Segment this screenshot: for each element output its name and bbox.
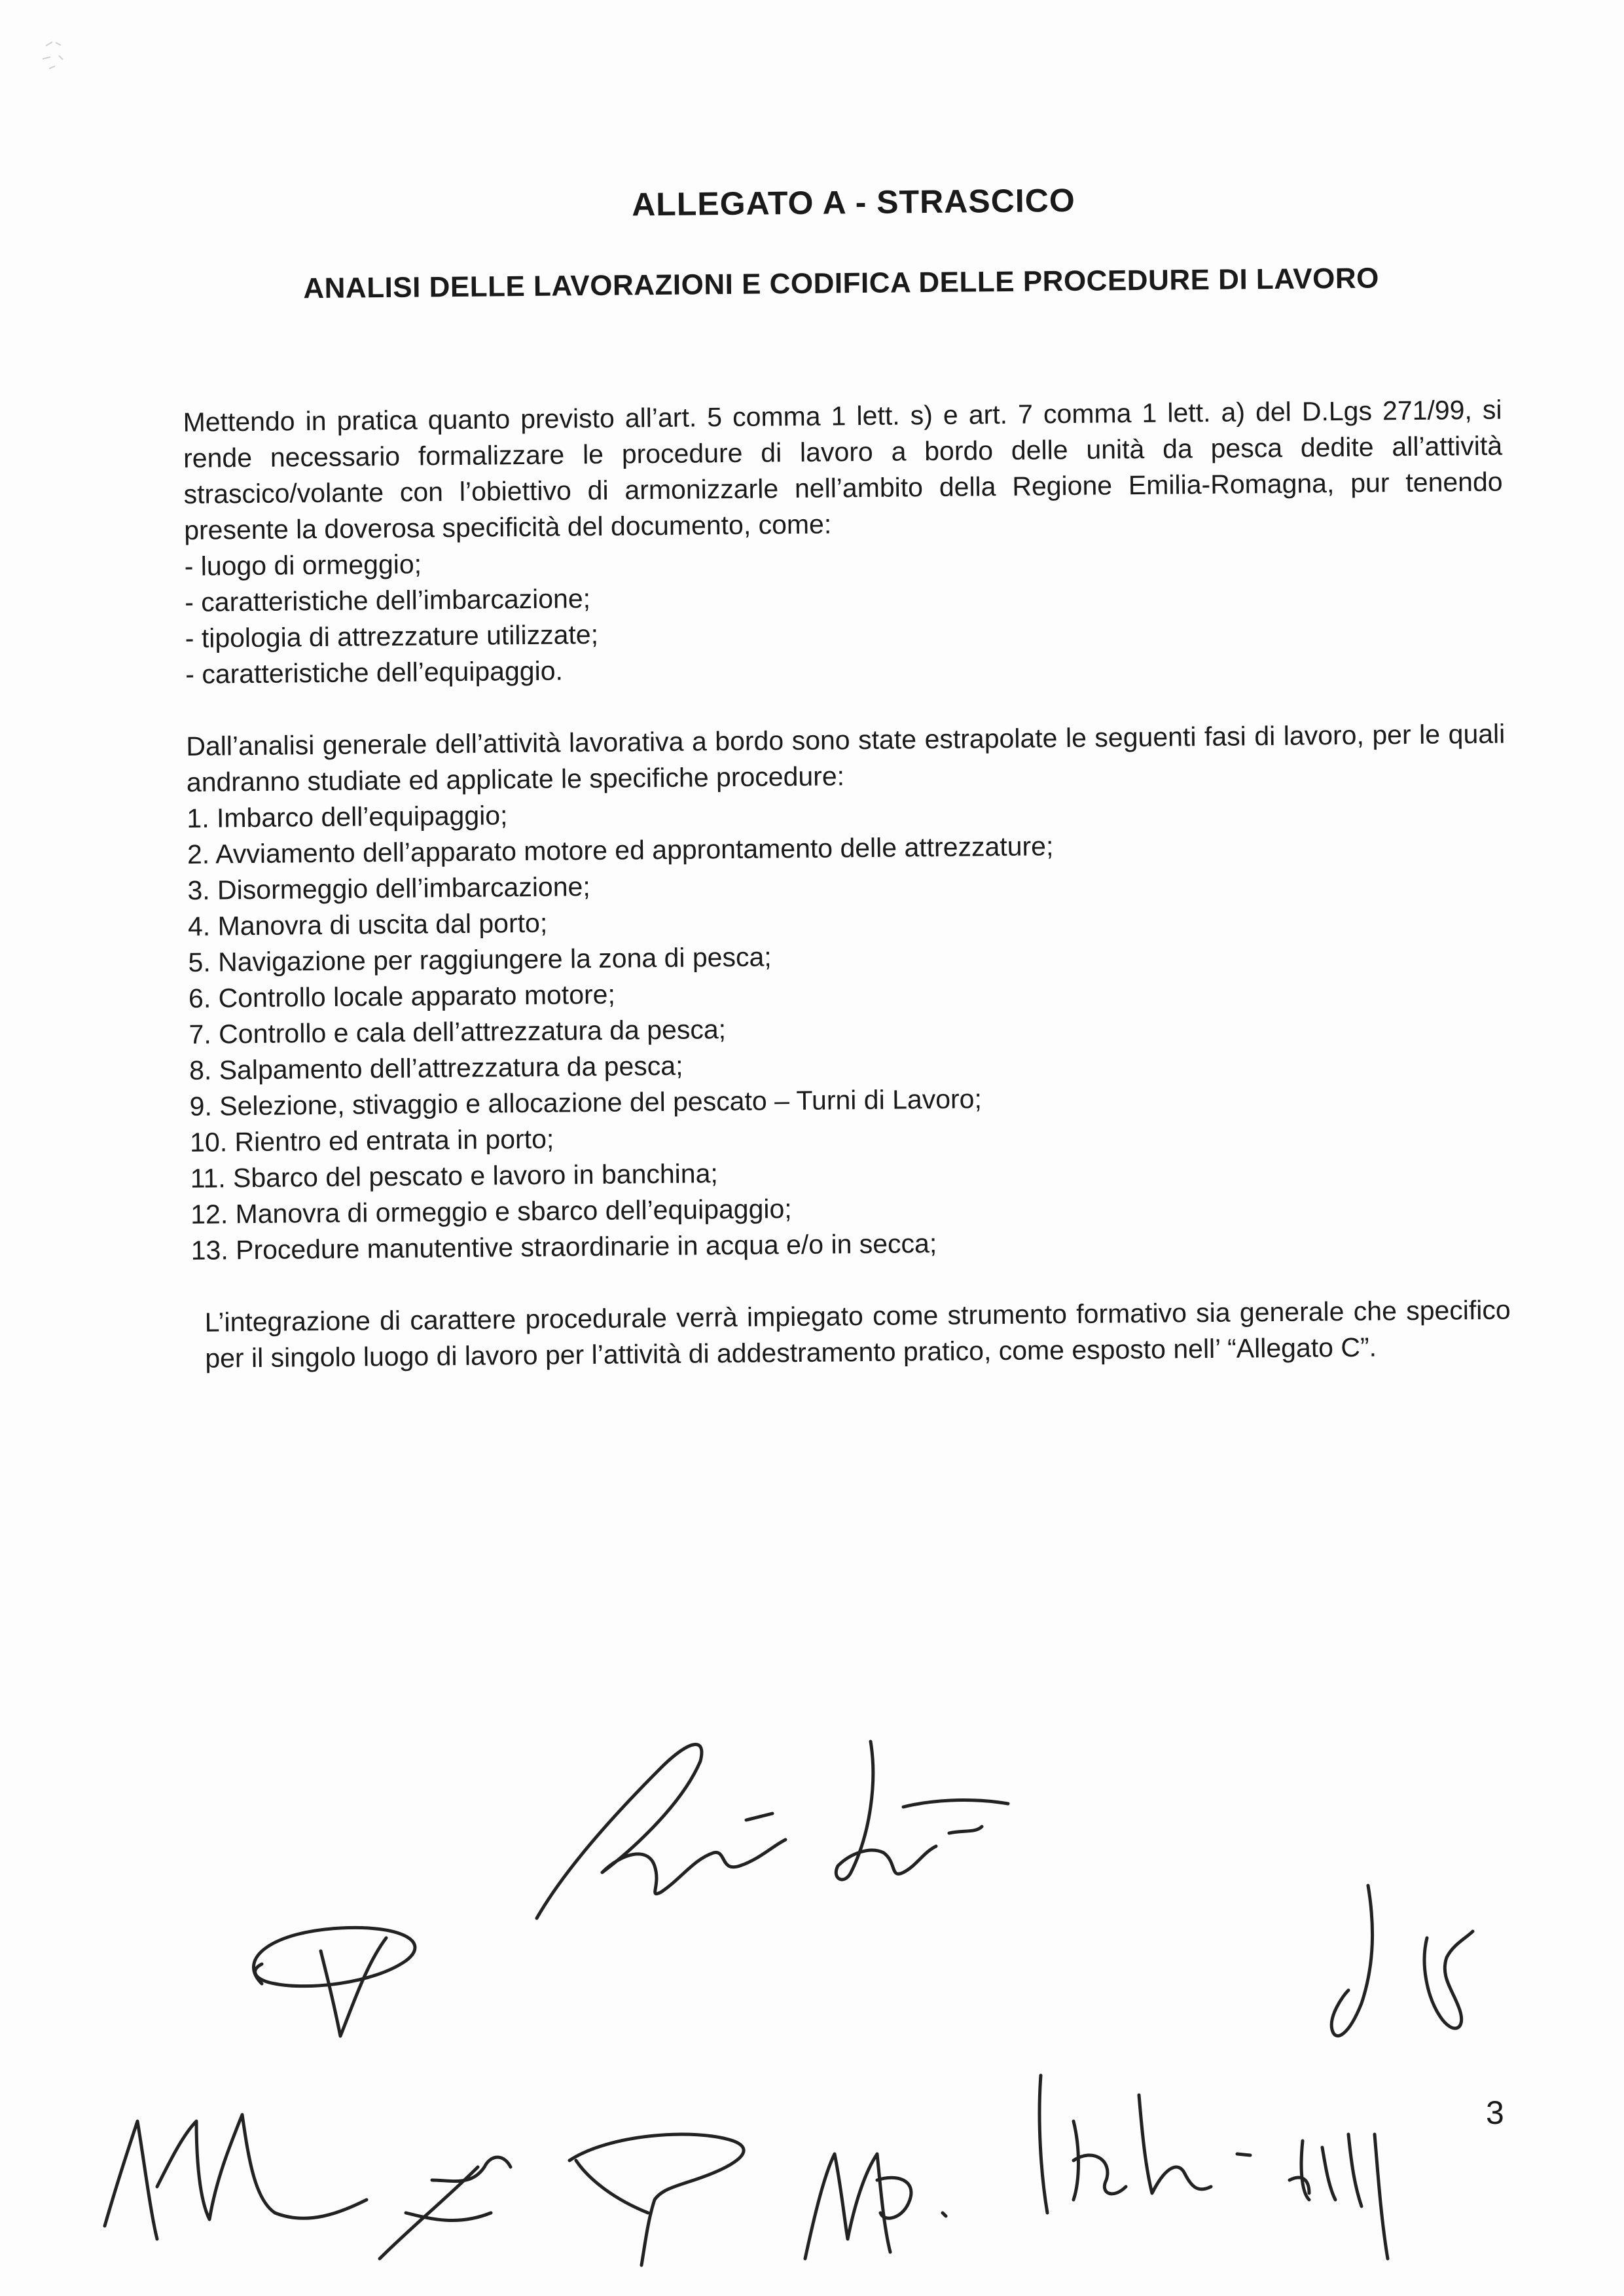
document-body [181, 164, 1511, 1377]
signature [105, 2115, 367, 2239]
list-item: 7. Controllo e cala dell’attrezzatura da pesca; [189, 1014, 727, 1049]
intro-paragraph: Mettendo in pratica quanto previsto all’art. 5 comma 1 lett. s) e art. 7 comma 1 lett. a) del D.Lgs 271/99, si rende necessario formalizzare le procedure di lavoro a bordo delle unità da pesca dedite all’attività strascico/volante con l’obiettivo di armonizzarle nell’ambito della Regione Emilia-Romagna, pur tenendo presente la doverosa specificità del documento, come: [183, 394, 1503, 545]
closing-paragraph: L’integrazione di carattere procedurale verrà impiegato come strumento formativo sia generale che specifico per il singolo luogo di lavoro per l’attività di addestramento pratico, come esposto nell’ “Allegato C”. [204, 1294, 1511, 1374]
list-item: 3. Disormeggio dell’imbarcazione; [187, 871, 590, 905]
list-item: 2. Avviamento dell’apparato motore ed approntamento delle attrezzature; [187, 831, 1054, 869]
signature [805, 2154, 946, 2259]
signature [253, 1927, 414, 2036]
list-item: 12. Manovra di ormeggio e sbarco dell’equipaggio; [190, 1194, 792, 1230]
signature [836, 1741, 1008, 1880]
list-item: 4. Manovra di uscita dal porto; [187, 907, 548, 941]
list-item: 1. Imbarco dell’equipaggio; [187, 800, 508, 833]
document-title: ALLEGATO A - STRASCICO [631, 181, 1075, 223]
scan-artifact [26, 20, 105, 98]
list-item: 10. Rientro ed entrata in porto; [189, 1123, 554, 1157]
list-item: - caratteristiche dell’equipaggio. [185, 655, 564, 689]
list-item: - tipologia di attrezzature utilizzate; [185, 619, 599, 653]
signature [1290, 2134, 1388, 2259]
list-item: 5. Navigazione per raggiungere la zona di pesca; [188, 941, 772, 977]
list-item: 11. Sbarco del pescato e lavoro in banchina; [190, 1158, 718, 1194]
work-phases-list [187, 788, 1510, 1269]
signature [537, 1745, 785, 1918]
list-item: - luogo di ormeggio; [184, 549, 422, 581]
signature [1039, 2075, 1250, 2213]
page-number: 3 [1486, 2094, 1504, 2131]
analysis-paragraph: Dall’analisi generale dell’attività lavorativa a bordo sono state estrapolate le seguenti fasi di lavoro, per le quali andranno studiate ed applicate le specifiche procedure: [186, 718, 1506, 797]
list-item: 6. Controllo locale apparato motore; [188, 979, 616, 1013]
characteristics-list [184, 536, 1504, 693]
list-item: 9. Selezione, stivaggio e allocazione del pescato – Turni di Lavoro; [189, 1084, 983, 1121]
signature [569, 2134, 744, 2265]
signature [380, 2157, 511, 2259]
signature [1331, 1886, 1473, 2036]
list-item: 13. Procedure manutentive straordinarie in acqua e/o in secca; [190, 1228, 937, 1266]
list-item: 8. Salpamento dell’attrezzatura da pesca; [189, 1050, 683, 1085]
document-subtitle: ANALISI DELLE LAVORAZIONI E CODIFICA DELLE PROCEDURE DI LAVORO [303, 262, 1380, 305]
list-item: - caratteristiche dell’imbarcazione; [185, 583, 591, 617]
